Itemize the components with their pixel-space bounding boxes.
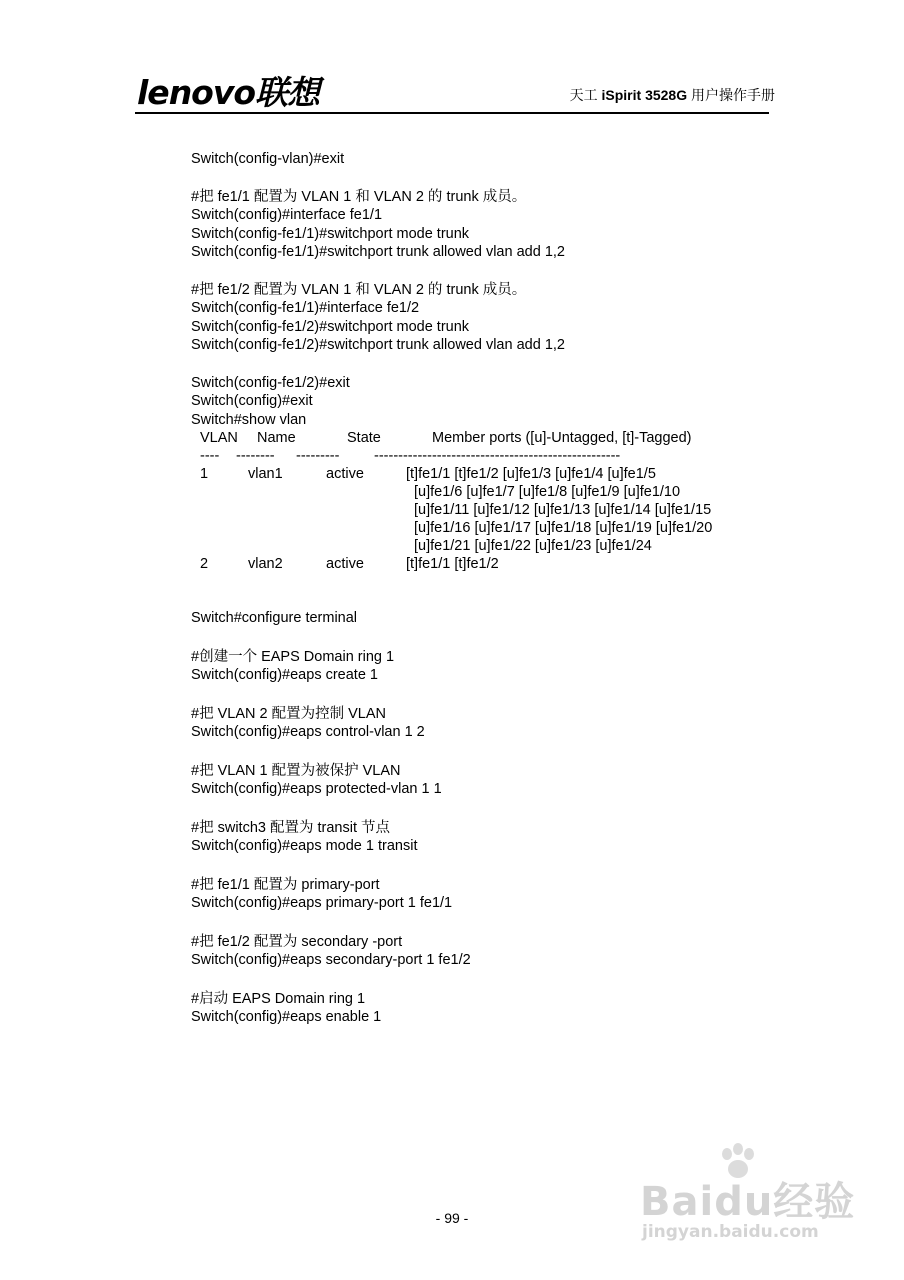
separator: ---------	[296, 448, 340, 464]
row-vlan-state: active	[326, 556, 364, 572]
command-line: Switch(config)#eaps enable 1	[191, 1009, 382, 1025]
command-line: Switch(config)#eaps secondary-port 1 fe1/2	[191, 952, 471, 968]
row-member-ports: [u]fe1/11 [u]fe1/12 [u]fe1/13 [u]fe1/14 [u]fe1/15	[414, 502, 712, 518]
watermark-url: jingyan.baidu.com	[642, 1222, 819, 1242]
comment-line: #把 fe1/2 配置为 VLAN 1 和 VLAN 2 的 trunk 成员。	[191, 281, 527, 298]
command-line: Switch(config-fe1/1)#switchport mode trunk	[191, 225, 470, 242]
baidu-watermark	[640, 1140, 856, 1250]
command-line: Switch(config-fe1/2)#switchport mode trunk	[191, 318, 470, 335]
row-vlan-name: vlan1	[248, 466, 283, 482]
separator: ---------------------------------------------------	[374, 448, 621, 464]
command-line: Switch(config-fe1/2)#switchport trunk allowed vlan add 1,2	[191, 337, 565, 353]
command-line: Switch(config-fe1/2)#exit	[191, 374, 350, 391]
comment-line: #把 switch3 配置为 transit 节点	[191, 819, 391, 836]
comment-line: #把 fe1/2 配置为 secondary -port	[191, 933, 403, 950]
row-vlan-id: 1	[200, 466, 209, 482]
watermark-brand: Baidu经验	[640, 1179, 856, 1225]
command-line: Switch(config-fe1/1)#switchport trunk allowed vlan add 1,2	[191, 244, 565, 260]
separator: --------	[236, 448, 275, 464]
header-state: State	[347, 430, 381, 446]
command-listing	[191, 150, 791, 1027]
row-vlan-state: active	[326, 466, 364, 482]
command-line: Switch(config-vlan)#exit	[191, 151, 345, 167]
row-vlan-id: 2	[200, 556, 209, 572]
command-line: Switch(config)#eaps control-vlan 1 2	[191, 724, 425, 740]
command-line: Switch#show vlan	[191, 411, 307, 428]
vlan-table	[191, 429, 791, 573]
command-line: Switch#configure terminal	[191, 610, 358, 626]
command-line: Switch(config)#eaps create 1	[191, 667, 378, 683]
header-name: Name	[257, 430, 296, 446]
command-line: Switch(config)#eaps primary-port 1 fe1/1	[191, 895, 453, 911]
comment-line: #把 fe1/1 配置为 primary-port	[191, 876, 380, 893]
comment-line: #创建一个 EAPS Domain ring 1	[191, 648, 395, 665]
row-member-ports: [u]fe1/6 [u]fe1/7 [u]fe1/8 [u]fe1/9 [u]fe1/10	[414, 484, 681, 500]
row-vlan-name: vlan2	[248, 556, 283, 572]
row-member-ports: [u]fe1/21 [u]fe1/22 [u]fe1/23 [u]fe1/24	[414, 538, 652, 554]
comment-line: #把 VLAN 1 配置为被保护 VLAN	[191, 762, 401, 779]
page-number: - 99 -	[435, 1210, 469, 1226]
header-vlan: VLAN	[200, 430, 238, 446]
document-title: 天工 iSpirit 3528G 用户操作手册	[569, 87, 775, 103]
command-line: Switch(config-fe1/1)#interface fe1/2	[191, 300, 420, 316]
comment-line: #把 VLAN 2 配置为控制 VLAN	[191, 705, 386, 722]
row-member-ports: [u]fe1/16 [u]fe1/17 [u]fe1/18 [u]fe1/19 [u]fe1/20	[414, 520, 713, 536]
command-line: Switch(config)#eaps mode 1 transit	[191, 838, 418, 854]
row-member-ports: [t]fe1/1 [t]fe1/2 [u]fe1/3 [u]fe1/4 [u]fe1/5	[406, 466, 656, 482]
separator: ----	[200, 448, 220, 464]
command-line: Switch(config)#exit	[191, 393, 313, 409]
row-member-ports: [t]fe1/1 [t]fe1/2	[406, 556, 499, 572]
header-member-ports: Member ports ([u]-Untagged, [t]-Tagged)	[432, 430, 692, 446]
comment-line: #把 fe1/1 配置为 VLAN 1 和 VLAN 2 的 trunk 成员。	[191, 188, 527, 205]
command-line: Switch(config)#eaps protected-vlan 1 1	[191, 781, 442, 797]
command-line: Switch(config)#interface fe1/1	[191, 207, 383, 223]
lenovo-logo: lenovo联想	[137, 73, 320, 112]
header-rule	[135, 112, 769, 114]
comment-line: #启动 EAPS Domain ring 1	[191, 990, 366, 1007]
